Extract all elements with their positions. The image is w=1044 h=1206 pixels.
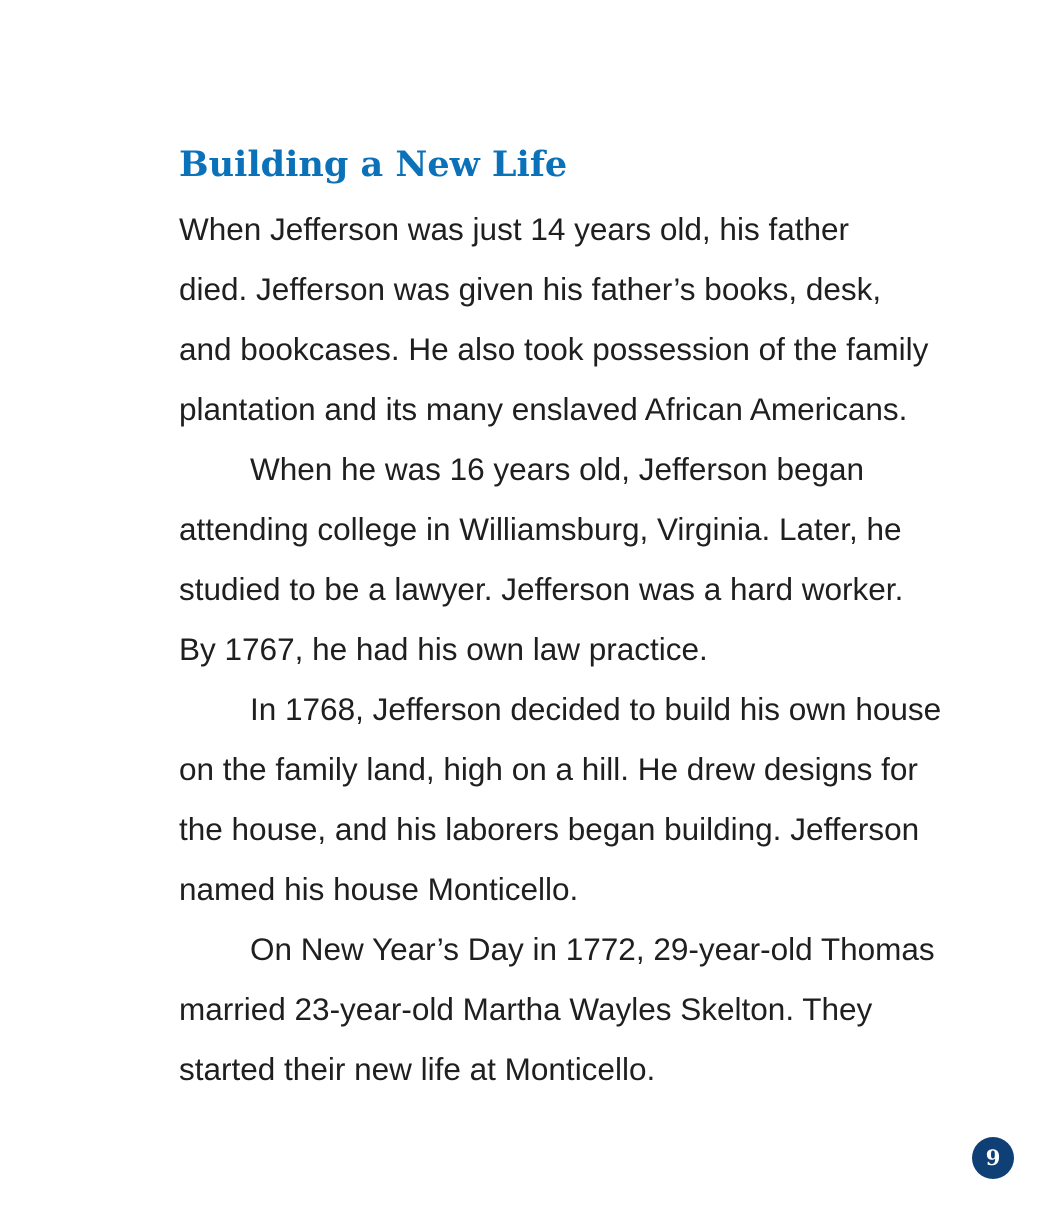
text-line: died. Jefferson was given his father’s books, desk, [179, 271, 882, 307]
section-heading: Building a New Life [179, 144, 568, 185]
text-line: studied to be a lawyer. Jefferson was a hard worker. [179, 571, 904, 607]
text-line: named his house Monticello. [179, 871, 579, 907]
text-line: plantation and its many enslaved African Americans. [179, 391, 908, 427]
text-line: married 23-year-old Martha Wayles Skelton. They [179, 991, 873, 1027]
text-line: In 1768, Jefferson decided to build his own house [250, 691, 942, 727]
text-line: When he was 16 years old, Jefferson began [250, 451, 865, 487]
text-line: and bookcases. He also took possession of the family [179, 331, 929, 367]
text-line: On New Year’s Day in 1772, 29-year-old Thomas [250, 931, 935, 967]
text-line: When Jefferson was just 14 years old, his father [179, 211, 850, 247]
text-line: started their new life at Monticello. [179, 1051, 656, 1087]
text-line: attending college in Williamsburg, Virginia. Later, he [179, 511, 902, 547]
text-line: on the family land, high on a hill. He drew designs for [179, 751, 918, 787]
text-line: the house, and his laborers began building. Jefferson [179, 811, 920, 847]
page-number-badge: 9 [972, 1137, 1014, 1179]
text-line: By 1767, he had his own law practice. [179, 631, 708, 667]
